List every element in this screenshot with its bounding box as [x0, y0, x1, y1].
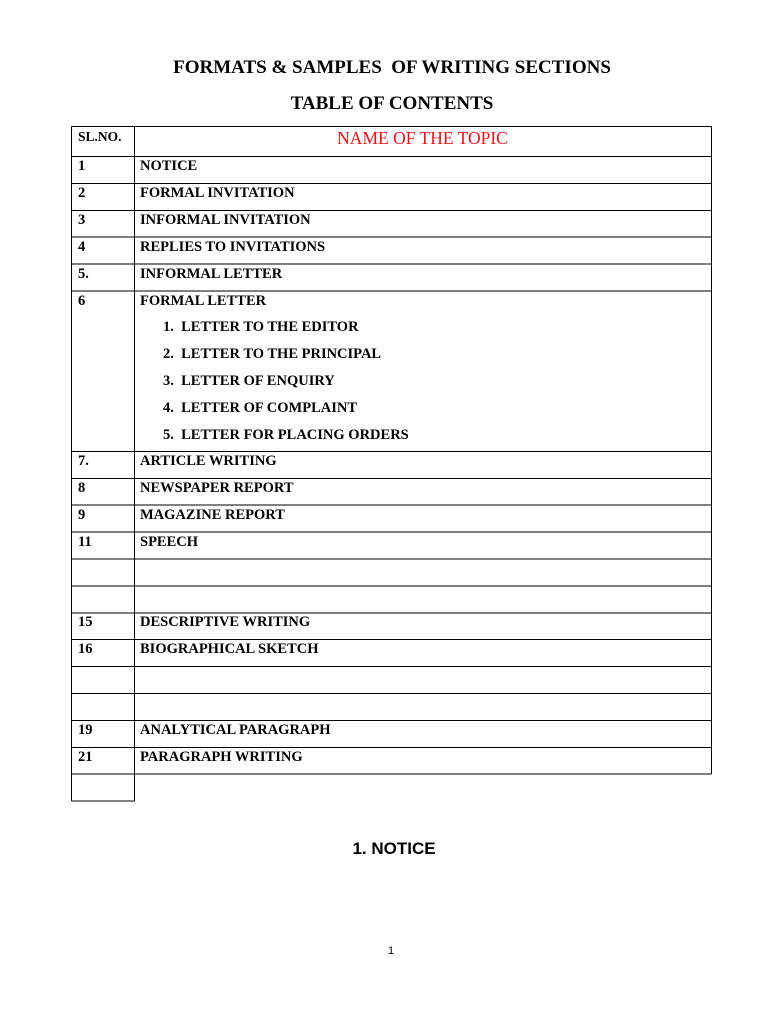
topic-cell: INFORMAL LETTER: [140, 265, 283, 282]
serial-number-cell: 7.: [78, 452, 89, 469]
serial-column-header: SL.NO.: [78, 129, 122, 144]
serial-number-cell: 1: [78, 158, 86, 174]
topic-cell: NEWSPAPER REPORT: [140, 479, 294, 496]
topic-cell: ANALYTICAL PARAGRAPH: [140, 721, 331, 738]
serial-number-cell: 6: [78, 292, 86, 309]
subtopic-item: 1. LETTER TO THE EDITOR: [163, 319, 359, 336]
serial-number-cell: 2: [78, 184, 86, 201]
page-number: 1: [387, 945, 395, 957]
topic-cell: PARAGRAPH WRITING: [140, 748, 303, 765]
serial-number-cell: 19: [78, 721, 93, 738]
topic-cell: INFORMAL INVITATION: [140, 211, 311, 228]
subtopic-item: 2. LETTER TO THE PRINCIPAL: [163, 346, 382, 363]
topic-cell: BIOGRAPHICAL SKETCH: [140, 641, 319, 658]
topic-cell: SPEECH: [140, 533, 199, 550]
topic-cell: FORMAL LETTER: [140, 292, 267, 309]
topic-cell: FORMAL INVITATION: [140, 184, 295, 201]
toc-heading: TABLE OF CONTENTS: [290, 93, 494, 114]
topic-column-header: NAME OF THE TOPIC: [337, 128, 508, 148]
topic-cell: DESCRIPTIVE WRITING: [140, 614, 311, 631]
serial-number-cell: 11: [78, 533, 92, 550]
serial-number-cell: 3: [78, 211, 86, 228]
serial-number-cell: 4: [78, 238, 86, 255]
topic-cell: MAGAZINE REPORT: [140, 506, 285, 523]
serial-number-cell: 21: [78, 748, 93, 765]
subtopic-item: 3. LETTER OF ENQUIRY: [163, 372, 335, 389]
serial-number-cell: 5.: [78, 265, 89, 282]
serial-number-cell: 15: [78, 614, 93, 631]
serial-number-cell: 9: [78, 506, 86, 523]
topic-cell: ARTICLE WRITING: [140, 452, 277, 469]
section-heading: 1. NOTICE: [352, 839, 436, 858]
serial-number-cell: 16: [78, 641, 93, 658]
subtopic-item: 5. LETTER FOR PLACING ORDERS: [163, 426, 409, 443]
serial-number-cell: 8: [78, 479, 86, 496]
topic-cell: NOTICE: [140, 158, 198, 174]
topic-cell: REPLIES TO INVITATIONS: [140, 238, 326, 255]
subtopic-item: 4. LETTER OF COMPLAINT: [163, 399, 358, 416]
document-title: FORMATS & SAMPLES OF WRITING SECTIONS: [173, 57, 611, 78]
